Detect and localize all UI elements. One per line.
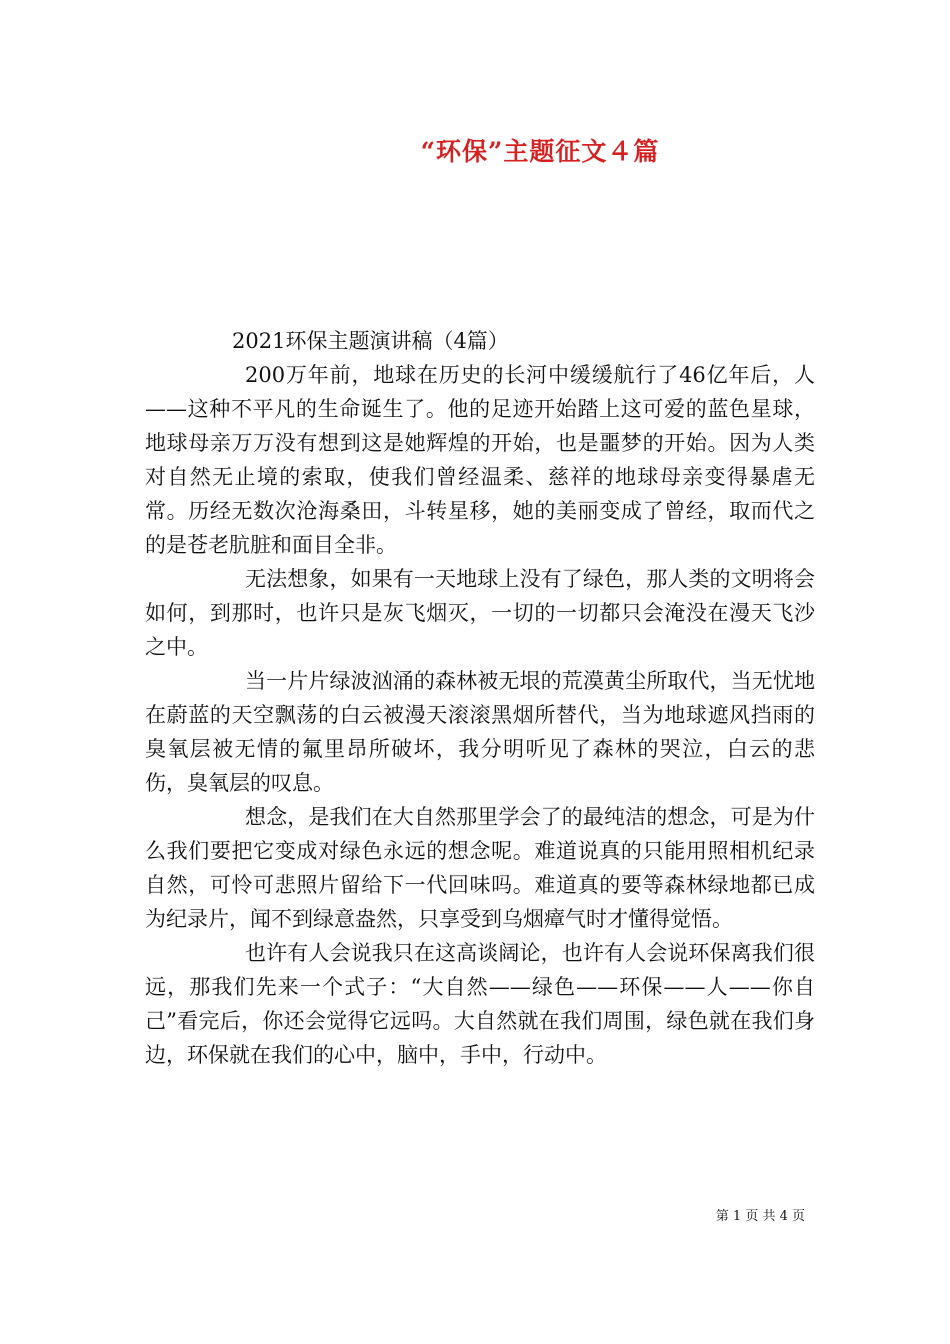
paragraph-4: 想念，是我们在大自然那里学会了的最纯洁的想念，可是为什么我们要把它变成对绿色永远的想念呢。难道说真的只能用照相机纪录自然，可怜可悲照片留给下一代回味吗。难道真的要等森林绿地都已成为纪录片，闻不到绿意盎然，只享受到乌烟瘴气时才懂得觉悟。 (145, 805, 815, 931)
page-title: “环保”主题征文４篇 (420, 137, 660, 166)
paragraph-2: 无法想象，如果有一天地球上没有了绿色，那人类的文明将会如何，到那时，也许只是灰飞烟灭，一切的一切都只会淹没在漫天飞沙之中。 (145, 567, 815, 659)
paragraph-3: 当一片片绿波汹涌的森林被无垠的荒漠黄尘所取代，当无忧地在蔚蓝的天空飘荡的白云被漫天滚滚黑烟所替代，当为地球遮风挡雨的臭氧层被无情的氟里昂所破坏，我分明听见了森林的哭泣，白云的悲伤，臭氧层的叹息。 (145, 669, 815, 795)
paragraph-5: 也许有人会说我只在这高谈阔论，也许有人会说环保离我们很远，那我们先来一个式子：“大自然——绿色——环保——人——你自己”看完后，你还会觉得它远吗。大自然就在我们周围，绿色就在我们身边，环保就在我们的心中，脑中，手中，行动中。 (145, 941, 815, 1067)
paragraph-1: 200万年前，地球在历史的长河中缓缓航行了46亿年后，人——这种不平凡的生命诞生了。他的足迹开始踏上这可爱的蓝色星球，地球母亲万万没有想到这是她辉煌的开始，也是噩梦的开始。因为人类对自然无止境的索取，使我们曾经温柔、慈祥的地球母亲变得暴虐无常。历经无数次沧海桑田，斗转星移，她的美丽变成了曾经，取而代之的是苍老肮脏和面目全非。 (145, 363, 815, 557)
document-body (145, 358, 815, 1072)
page-footer: 第 1 页 共 4 页 (715, 1209, 805, 1224)
document-subtitle: 2021环保主题演讲稿（4篇） (232, 329, 509, 353)
